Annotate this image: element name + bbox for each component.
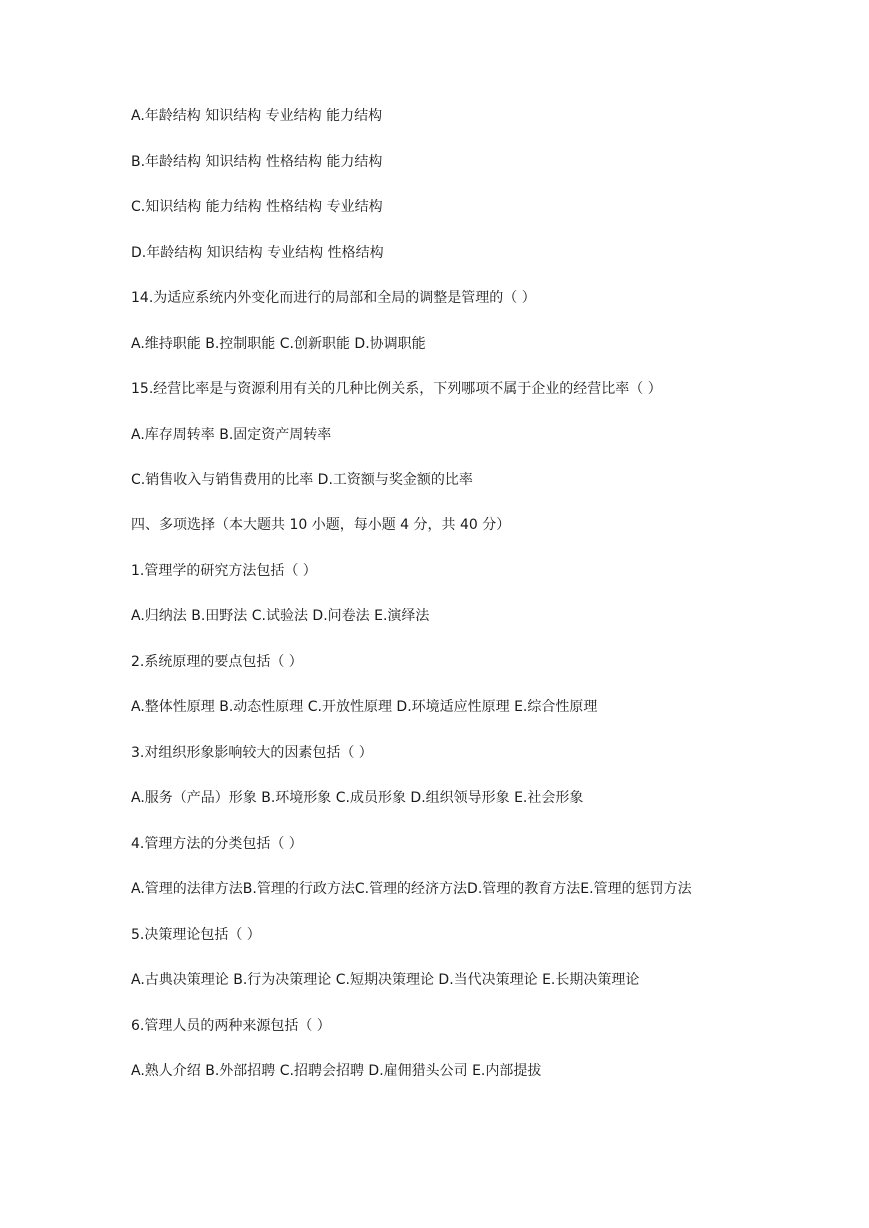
option-line: A.管理的法律方法B.管理的行政方法C.管理的经济方法D.管理的教育方法E.管理的惩罚方法 [131, 881, 692, 897]
option-line: A.古典决策理论 B.行为决策理论 C.短期决策理论 D.当代决策理论 E.长期决策理论 [131, 972, 640, 988]
question-line: 15.经营比率是与资源利用有关的几种比例关系，下列哪项不属于企业的经营比率（ ） [131, 381, 662, 397]
option-line: D.年龄结构 知识结构 专业结构 性格结构 [131, 245, 384, 261]
question-line: 6.管理人员的两种来源包括（ ） [131, 1018, 331, 1034]
option-line: A.服务（产品）形象 B.环境形象 C.成员形象 D.组织领导形象 E.社会形象 [131, 790, 584, 806]
option-line: C.知识结构 能力结构 性格结构 专业结构 [131, 199, 383, 215]
question-line: 3.对组织形象影响较大的因素包括（ ） [131, 745, 373, 761]
question-line: 14.为适应系统内外变化而进行的局部和全局的调整是管理的（ ） [131, 290, 536, 306]
question-line: 4.管理方法的分类包括（ ） [131, 836, 303, 852]
option-line: A.整体性原理 B.动态性原理 C.开放性原理 D.环境适应性原理 E.综合性原理 [131, 699, 598, 715]
option-line: A.熟人介绍 B.外部招聘 C.招聘会招聘 D.雇佣猎头公司 E.内部提拔 [131, 1063, 542, 1079]
question-line: 1.管理学的研究方法包括（ ） [131, 563, 317, 579]
option-line: A.库存周转率 B.固定资产周转率 [131, 427, 332, 443]
question-line: 5.决策理论包括（ ） [131, 927, 261, 943]
option-line: A.维持职能 B.控制职能 C.创新职能 D.协调职能 [131, 336, 426, 352]
section-heading: 四、多项选择（本大题共 10 小题，每小题 4 分，共 40 分） [131, 517, 511, 533]
question-line: 2.系统原理的要点包括（ ） [131, 654, 303, 670]
option-line: A.年龄结构 知识结构 专业结构 能力结构 [131, 108, 383, 124]
option-line: C.销售收入与销售费用的比率 D.工资额与奖金额的比率 [131, 472, 473, 488]
option-line: A.归纳法 B.田野法 C.试验法 D.问卷法 E.演绎法 [131, 608, 430, 624]
option-line: B.年龄结构 知识结构 性格结构 能力结构 [131, 154, 383, 170]
